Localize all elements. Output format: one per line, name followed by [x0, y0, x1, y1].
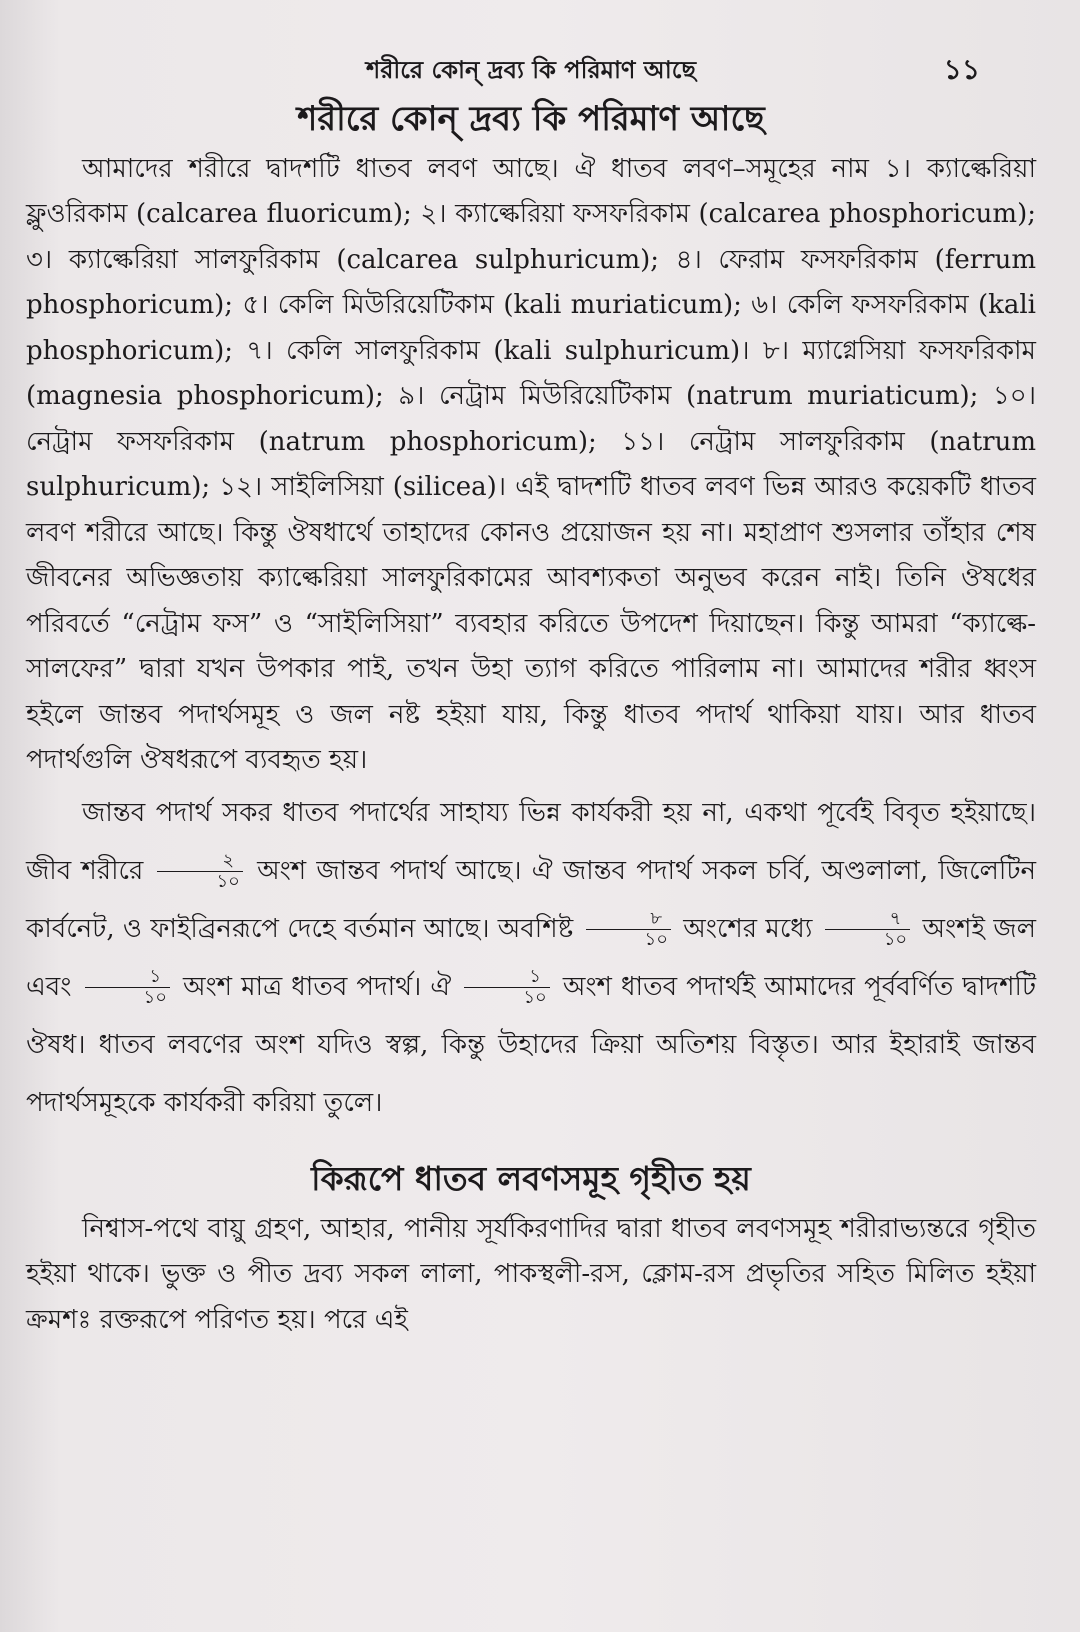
fraction-denominator: ১০	[644, 929, 668, 950]
running-head	[26, 44, 1036, 96]
text-segment: অংশ মাত্র ধাতব পদার্থ। ঐ	[182, 971, 452, 1002]
text-segment: অংশ ধাতব পদার্থই আমাদের পূর্ববর্ণিত দ্বাদশটি ঔষধ। ধাতব লবণের অংশ যদিও স্বল্প, কিন্তু উহাদের ক্রিয়া অতিশয় বিস্তৃত। আর ইহারাই জান্তব পদার্থসমূহকে কার্যকরী করিয়া তুলে।	[26, 971, 1037, 1118]
fraction-denominator: ১০	[523, 987, 547, 1008]
fraction-one-tenth	[85, 967, 170, 1008]
running-head-title: শরীরে কোন্ দ্রব্য কি পরিমাণ আছে	[366, 55, 696, 84]
fraction-one-tenth	[464, 967, 549, 1008]
fraction-eight-tenths	[586, 909, 671, 950]
fraction-numerator: ৭	[825, 909, 910, 930]
page-number: ১১	[943, 53, 980, 86]
text-segment: অংশের মধ্যে	[683, 913, 813, 944]
fraction-numerator: ২	[157, 851, 242, 872]
fraction-two-tenths	[157, 851, 242, 892]
fraction-numerator: ১	[464, 967, 549, 988]
fraction-denominator: ১০	[143, 987, 167, 1008]
fraction-numerator: ১	[85, 967, 170, 988]
fraction-denominator: ১০	[216, 871, 240, 892]
fraction-seven-tenths	[825, 909, 910, 950]
section-heading-salts-in-body: শরীরে কোন্ দ্রব্য কি পরিমাণ আছে	[297, 99, 765, 139]
paragraph-salt-intake: নিশ্বাস-পথে বায়ু গ্রহণ, আহার, পানীয় সূর্যকিরণাদির দ্বারা ধাতব লবণসমূহ শরীরাভ্যন্তরে গৃহীত হইয়া থাকে। ভুক্ত ও পীত দ্রব্য সকল লালা, পাকস্থলী-রস, ক্লোম-রস প্রভৃতির সহিত মিলিত হইয়া ক্রমশঃ রক্তরূপে পরিণত হয়। পরে এই	[26, 1213, 1036, 1335]
fraction-denominator: ১০	[883, 929, 908, 950]
text-segment: অংশ জান্তব পদার্থ আছে। ঐ জান্তব পদার্থ সকল চর্বি, অণ্ডলালা, জিলেটিন কার্বনেট, ও ফাইব্রিনরূপে দেহে বর্তমান আছে। অবশিষ্ট	[26, 855, 1037, 944]
text-segment: জান্তব পদার্থ সকর ধাতব পদার্থের সাহায্য ভিন্ন কার্যকরী হয় না, একথা পূর্বেই বিবৃত হইয়াছে। জীব শরীরে	[26, 797, 1036, 886]
paragraph-body-composition	[26, 784, 1036, 1132]
text-segment: অংশই জল এবং	[26, 913, 1037, 1002]
fraction-numerator: ৮	[586, 909, 671, 930]
section-heading-salt-intake: কিরূপে ধাতব লবণসমূহ গৃহীত হয়	[311, 1158, 751, 1198]
paragraph-twelve-salts: আমাদের শরীরে দ্বাদশটি ধাতব লবণ আছে। ঐ ধাতব লবণ–সমূহের নাম ১। ক্যাল্কেরিয়া ফ্লুওরিকাম (calcarea fluoricum); ২। ক্যাল্কেরিয়া ফসফরিকাম (calcarea phosphoricum); ৩। ক্যাল্কেরিয়া সালফুরিকাম (calcarea sulphuricum); ৪। ফেরাম ফসফরিকাম (ferrum phosphoricum); ৫। কেলি মিউরিয়েটিকাম (kali muriaticum); ৬। কেলি ফসফরিকাম (kali phosphoricum); ৭। কেলি সালফুরিকাম (kali sulphuricum)। ৮। ম্যাগ্নেসিয়া ফসফরিকাম (magnesia phosphoricum); ৯। নেট্রাম মিউরিয়েটিকাম (natrum muriaticum); ১০। নেট্রাম ফসফরিকাম (natrum phosphoricum); ১১। নেট্রাম সালফুরিকাম (natrum sulphuricum); ১২। সাইলিসিয়া (silicea)। এই দ্বাদশটি ধাতব লবণ ভিন্ন আরও কয়েকটি ধাতব লবণ শরীরে আছে। কিন্তু ঔষধার্থে তাহাদের কোনও প্রয়োজন হয় না। মহাপ্রাণ শুসলার তাঁহার শেষ জীবনের অভিজ্ঞতায় ক্যাল্কেরিয়া সালফুরিকামের আবশ্যকতা অনুভব করেন নাই। তিনি ঔষধের পরিবর্তে “নেট্রাম ফস” ও “সাইলিসিয়া” ব্যবহার করিতে উপদেশ দিয়াছেন। কিন্তু আমরা “ক্যাল্কে-সালফের” দ্বারা যখন উপকার পাই, তখন উহা ত্যাগ করিতে পারিলাম না। আমাদের শরীর ধ্বংস হইলে জান্তব পদার্থসমূহ ও জল নষ্ট হইয়া যায়, কিন্তু ধাতব পদার্থ থাকিয়া যায়। আর ধাতব পদার্থগুলি ঔষধরূপে ব্যবহৃত হয়।	[26, 153, 1036, 775]
